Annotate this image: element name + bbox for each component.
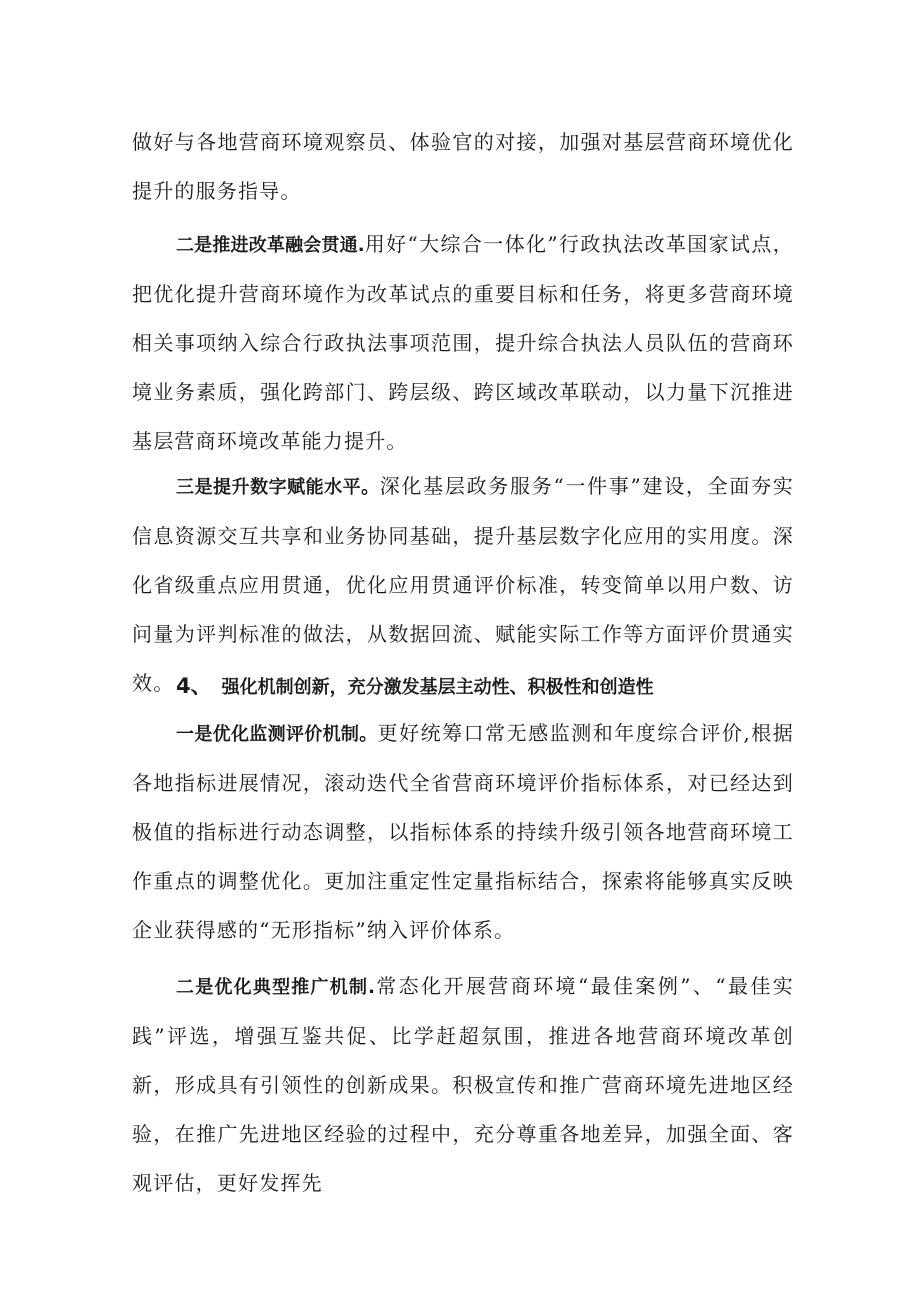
paragraph-monitoring-evaluation [132, 709, 794, 955]
paragraph-typical-promotion [132, 962, 794, 1208]
paragraph-text: 做好与各地营商环境观察员、体验官的对接，加强对基层营商环境优化提升的服务指导。 [132, 130, 794, 203]
paragraph-lead: 二是优化典型推广机制. [176, 977, 375, 998]
section-heading-4 [176, 666, 794, 708]
paragraph-text: 用好“大综合一体化”行政执法改革国家试点，把优化提升营商环境作为改革试点的重要目标和任务，将更多营商环境相关事项纳入综合行政执法事项范围，提升综合执法人员队伍的营商环境业务素质，强化跨部门、跨层级、跨区域改革联动，以力量下沉推进基层营商环境改革能力提升。 [132, 232, 794, 453]
paragraph-lead: 三是提升数字赋能水平。 [176, 477, 380, 498]
paragraph-lead: 一是优化监测评价机制。 [176, 724, 378, 745]
section-number: 4、 [176, 674, 212, 698]
paragraph-text: 更好统筹口常无感监测和年度综合评价,根据各地指标进展情况，滚动迭代全省营商环境评价指标体系，对已经达到极值的指标进行动态调整，以指标体系的持续升级引领各地营商环境工作重点的调整优化。更加注重定性定量指标结合，探索将能够真实反映企业获得感的“无形指标”纳入评价体系。 [132, 721, 795, 942]
paragraph-reform-integration [132, 220, 794, 466]
section-title: 强化机制创新，充分激发基层主动性、积极性和创造性 [221, 677, 654, 698]
paragraph-text: 常态化开展营商环境“最佳案例”、“最佳实践”评选，增强互鉴共促、比学赶超氛围，推进各地营商环境改革创新，形成具有引领性的创新成果。积极宣传和推广营商环境先进地区经验，在推广先进地区经验的过程中，充分尊重各地差异，加强全面、客观评估，更好发挥先 [132, 974, 794, 1195]
paragraph-continuation [132, 118, 794, 216]
paragraph-lead: 二是推进改革融会贯通. [176, 235, 365, 256]
paragraph-text: 深化基层政务服务“一件事”建设，全面夯实信息资源交互共享和业务协同基础，提升基层数字化应用的实用度。深化省级重点应用贯通，优化应用贯通评价标准，转变简单以用户数、访问量为评判标准的做法，从数据回流、赋能实际工作等方面评价贯通实效。 [132, 474, 794, 695]
